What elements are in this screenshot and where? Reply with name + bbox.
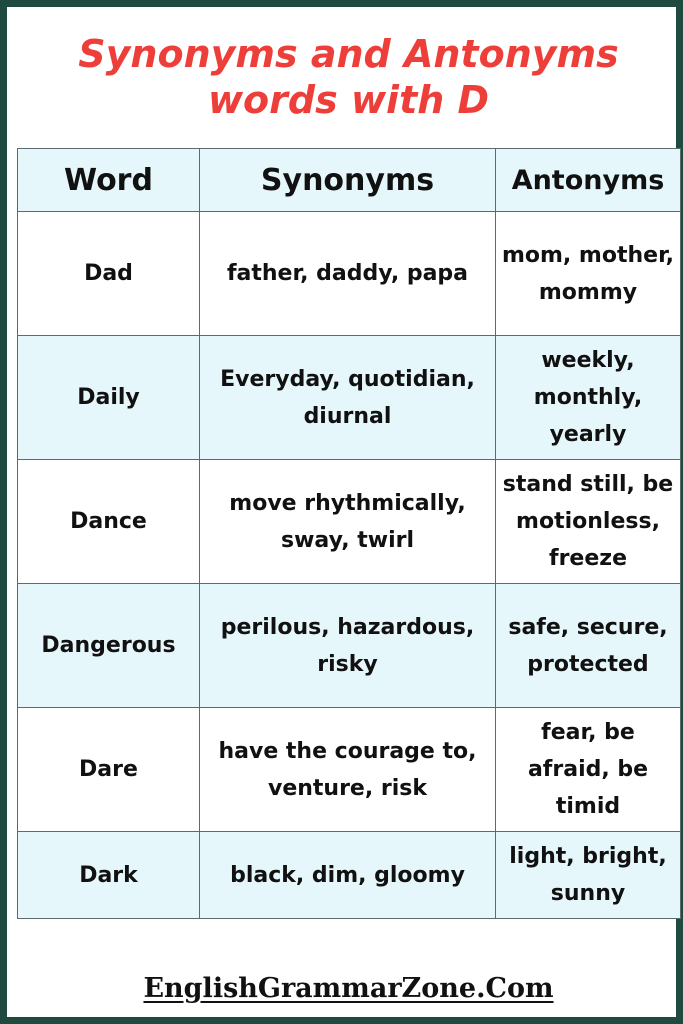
antonyms-cell: mom, mother, mommy [496,212,681,336]
table-header-row [18,149,681,212]
synonyms-cell: perilous, hazardous, risky [200,584,496,708]
footer [7,973,683,1004]
table-row [18,212,681,336]
word-cell: Dangerous [18,584,200,708]
table-row [18,460,681,584]
antonyms-cell: weekly, monthly, yearly [496,336,681,460]
word-cell: Daily [18,336,200,460]
title-line-1: Synonyms and Antonyms [78,32,619,76]
table-row [18,584,681,708]
synonyms-cell: have the courage to, venture, risk [200,708,496,832]
header-word: Word [18,149,200,212]
header-synonyms: Synonyms [200,149,496,212]
word-cell: Dare [18,708,200,832]
synonyms-cell: Everyday, quotidian, diurnal [200,336,496,460]
antonyms-cell: stand still, be motionless, freeze [496,460,681,584]
table-row [18,336,681,460]
page-title [7,31,683,123]
word-cell: Dark [18,832,200,919]
word-cell: Dad [18,212,200,336]
title-line-2: words with D [207,78,490,122]
table-row [18,832,681,919]
synonyms-antonyms-table [17,148,681,919]
header-antonyms: Antonyms [496,149,681,212]
antonyms-cell: fear, be afraid, be timid [496,708,681,832]
synonyms-cell: father, daddy, papa [200,212,496,336]
word-cell: Dance [18,460,200,584]
synonyms-cell: black, dim, gloomy [200,832,496,919]
synonyms-cell: move rhythmically, sway, twirl [200,460,496,584]
table-row [18,708,681,832]
antonyms-cell: safe, secure, protected [496,584,681,708]
antonyms-cell: light, bright, sunny [496,832,681,919]
site-link[interactable]: EnglishGrammarZone.Com [143,973,554,1004]
